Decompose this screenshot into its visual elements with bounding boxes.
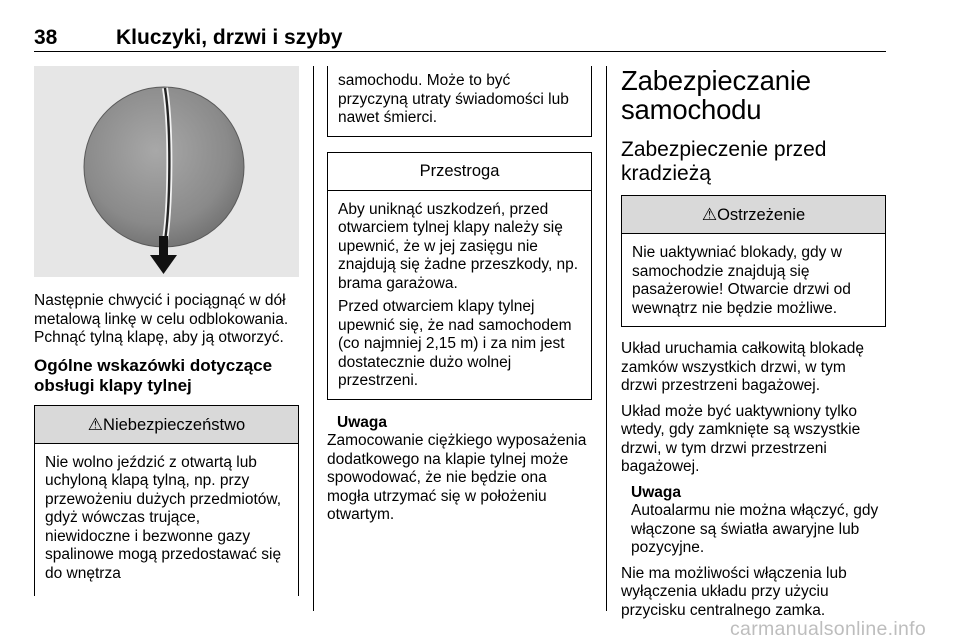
watermark: carmanualsonline.info	[730, 618, 926, 640]
note-block-right	[621, 484, 886, 558]
note-title-right: Uwaga	[631, 483, 681, 501]
subsection-heading: Zabezpieczenie przed kradzieżą	[621, 138, 827, 185]
caution-box	[327, 152, 592, 400]
danger-box	[34, 405, 299, 597]
danger-box-header	[35, 406, 298, 444]
warning-box-title: Ostrzeżenie	[717, 206, 806, 224]
chapter-title: Kluczyki, drzwi i szyby	[116, 26, 343, 49]
danger-box-text: Nie wolno jeździć z otwartą lub uchyloną klapą tylną, np. przy przewożeniu dużych przedmiotów, gdyż wówczas trujące, niewidoczne i bezwonne gazy spalinowe mogą przedostawać się do wnętrza	[45, 453, 282, 582]
page-number: 38	[34, 26, 58, 49]
caution-box-title: Przestroga	[328, 153, 591, 191]
danger-box-continued	[327, 66, 592, 137]
note-text: Zamocowanie ciężkiego wyposażenia dodatkowego na klapie tylnej może spowodować, że nie będzie ona mogła utrzymać się w położeniu otwartym.	[327, 432, 587, 523]
column-middle	[327, 66, 592, 532]
column-left	[34, 66, 299, 596]
caution-box-text-1: Aby uniknąć uszkodzeń, przed otwarciem tylnej klapy należy się upewnić, że w jej zasięgu nie znajdują się żadne przeszkody, np. brama garażowa.	[338, 200, 579, 292]
note-block	[327, 414, 592, 433]
column-right	[621, 66, 886, 627]
danger-box-body	[35, 444, 298, 597]
page-header	[34, 24, 886, 52]
column-divider-right	[606, 66, 607, 611]
note-title: Uwaga	[337, 413, 387, 431]
warning-triangle-icon: ⚠	[87, 414, 104, 434]
column-divider-left	[313, 66, 314, 611]
anti-theft-condition: Układ może być uaktywniony tylko wtedy, gdy zamknięte są wszystkie drzwi, w tym drzwi przestrzeni bagażowej.	[621, 402, 861, 475]
tailgate-release-figure	[34, 66, 299, 277]
warning-box-header	[622, 196, 885, 234]
tailgate-general-notes-heading: Ogólne wskazówki dotyczące obsługi klapy tylnej	[34, 355, 273, 395]
release-instruction-text: Następnie chwycić i pociągnąć w dół metalową linkę w celu odblokowania. Pchnąć tylną klapę, aby ją otworzyć.	[34, 292, 289, 346]
caution-box-body	[328, 191, 591, 399]
tailgate-release-handle-icon	[34, 66, 299, 277]
note-text-right: Autoalarmu nie można włączyć, gdy włączone są światła awaryjne lub pozycyjne.	[631, 502, 879, 556]
warning-box	[621, 195, 886, 327]
warning-box-body	[622, 234, 885, 326]
central-lock-text: Nie ma możliwości włączenia lub wyłączenia układu przy użyciu przycisku centralnego zamka.	[621, 564, 847, 619]
danger-box-title: Niebezpieczeństwo	[103, 415, 246, 434]
warning-triangle-icon: ⚠	[701, 205, 718, 224]
danger-box-continued-text: samochodu. Może to być przyczyną utraty świadomości lub nawet śmierci.	[338, 72, 569, 126]
anti-theft-description: Układ uruchamia całkowitą blokadę zamków wszystkich drzwi, w tym drzwi przestrzeni bagażowej.	[621, 340, 864, 394]
section-heading: Zabezpieczanie samochodu	[621, 65, 811, 125]
caution-box-text-2: Przed otwarciem klapy tylnej upewnić się, że nad samochodem (co najmniej 2,15 m) i za nim jest dostatecznie dużo wolnej przestrzeni.	[338, 298, 572, 389]
warning-box-text: Nie uaktywniać blokady, gdy w samochodzie znajdują się pasażerowie! Otwarcie drzwi od wewnątrz nie będzie możliwe.	[632, 244, 851, 317]
